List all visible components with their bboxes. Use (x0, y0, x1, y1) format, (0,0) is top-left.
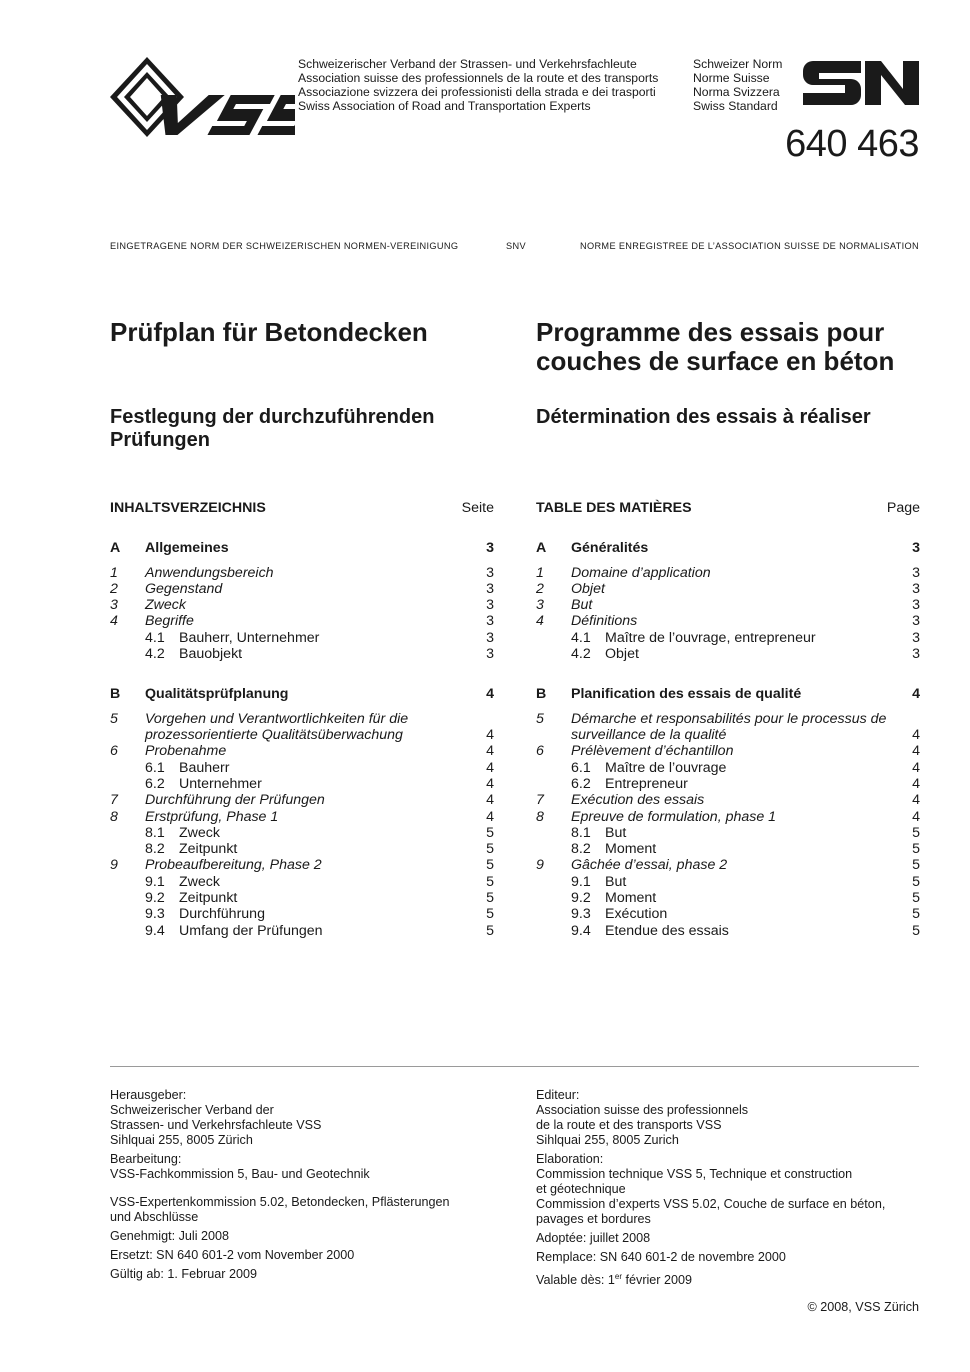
toc-entry-number: 7 (110, 792, 118, 809)
toc-entry (110, 792, 494, 808)
toc-entry-number: 1 (110, 564, 118, 581)
toc-entry-title: Maître de l’ouvrage, entrepreneur (605, 629, 816, 646)
toc-entry-subnumber: 8.1 (571, 824, 591, 841)
toc-entry-number: 7 (536, 792, 544, 809)
toc-page-number: 4 (912, 775, 920, 792)
ordinal-suffix: er (614, 1272, 623, 1281)
toc-entry (110, 565, 494, 581)
toc-page-number: 5 (486, 824, 494, 841)
toc-page-number: 5 (912, 890, 920, 907)
toc-header (536, 500, 920, 516)
toc-entry-title: Prélèvement d’échantillon (571, 743, 734, 760)
norm-type-labels (693, 57, 782, 113)
footer-line: Elaboration: (536, 1152, 604, 1166)
publisher-info-de (110, 1088, 490, 1286)
toc-entry-title: Unternehmer (179, 775, 262, 792)
toc-entry-title: Entrepreneur (605, 775, 688, 792)
toc-page-number: 5 (486, 890, 494, 907)
toc-spacer (110, 662, 494, 686)
copyright: © 2008, VSS Zürich (807, 1300, 919, 1314)
toc-section-title: Planification des essais de qualité (571, 686, 802, 703)
toc-entry-subnumber: 4.2 (571, 645, 591, 662)
toc-entry-title: Probenahme (145, 743, 227, 760)
registry-snv: SNV (506, 241, 526, 251)
toc-page-number: 3 (912, 540, 920, 556)
toc-entry-number: 4 (536, 613, 544, 630)
toc-entry-number (536, 630, 571, 646)
toc-entry-subnumber: 4.1 (145, 629, 165, 646)
toc-entry (536, 743, 920, 759)
footer-line: Remplace: SN 640 601-2 de novembre 2000 (536, 1250, 786, 1264)
footer-block (110, 1229, 490, 1244)
toc-page-number: 4 (486, 727, 494, 744)
toc-entry-title: Démarche et responsabilités pour le processus de surveillance de la qualité (571, 710, 887, 744)
toc-entry-title: Gegenstand (145, 580, 223, 597)
toc-entry-title: Zeitpunkt (179, 890, 238, 907)
footer-line: Ersetzt: SN 640 601-2 vom November 2000 (110, 1248, 355, 1262)
norm-type-it: Norma Svizzera (693, 85, 780, 99)
toc-entry-title: Moment (605, 890, 657, 907)
toc-page-number: 4 (486, 686, 494, 703)
toc-page-number: 5 (486, 873, 494, 890)
footer-divider (110, 1066, 919, 1067)
toc-entry-subnumber: 6.1 (145, 759, 165, 776)
toc-entry (536, 825, 920, 841)
toc-de (110, 500, 494, 939)
toc-entry-title: Etendue des essais (605, 922, 729, 939)
toc-entry (110, 613, 494, 629)
toc-entry (110, 874, 494, 890)
registry-note-de: EINGETRAGENE NORM DER SCHWEIZERISCHEN NORMEN-VEREINIGUNG (110, 241, 459, 251)
publisher-info-fr (536, 1088, 916, 1292)
toc-entry-subnumber: 9.3 (571, 906, 591, 923)
toc-entry (110, 711, 494, 744)
footer-block (110, 1088, 490, 1148)
toc-entry-title: Begriffe (145, 613, 194, 630)
toc-entry-title: Durchführung der Prüfungen (145, 792, 325, 809)
toc-page-number: 4 (486, 775, 494, 792)
toc-entry-title: Objet (571, 580, 605, 597)
toc-heading: TABLE DES MATIÈRES (536, 500, 692, 516)
toc-entry-title: Bauobjekt (179, 645, 243, 662)
toc-entry-subnumber: 8.2 (145, 841, 165, 858)
toc-entry-title: Exécution (605, 906, 668, 923)
toc-body (110, 540, 494, 939)
footer-line: Sihlquai 255, 8005 Zürich (110, 1133, 253, 1147)
toc-entry-number (536, 825, 571, 841)
footer-line: Genehmigt: Juli 2008 (110, 1229, 230, 1243)
toc-entry-number (110, 776, 145, 792)
toc-page-number: 3 (912, 564, 920, 581)
toc-entry-title: But (605, 873, 627, 890)
toc-entry-title: Domaine d’application (571, 564, 711, 581)
toc-entry-subnumber: 6.2 (571, 775, 591, 792)
toc-entry-number: 6 (110, 743, 118, 760)
vss-logo-text: VSS (147, 55, 150, 56)
toc-entry (536, 792, 920, 808)
toc-entry-subnumber: 9.4 (145, 922, 165, 939)
toc-entry-number: 8 (110, 808, 118, 825)
toc-entry-number (110, 841, 145, 857)
toc-entry-number (110, 906, 145, 922)
toc-page-number: 5 (912, 906, 920, 923)
toc-entry-number (110, 825, 145, 841)
toc-entry (536, 874, 920, 890)
toc-section-title: Qualitätsprüfplanung (145, 686, 289, 703)
toc-entry-number (536, 760, 571, 776)
footer-block (110, 1195, 490, 1225)
toc-entry-subnumber: 4.1 (571, 629, 591, 646)
toc-page-number: 4 (912, 792, 920, 809)
toc-body (536, 540, 920, 939)
toc-page-number: 4 (912, 727, 920, 744)
toc-entry-number (110, 760, 145, 776)
toc-entry-subnumber: 9.2 (145, 890, 165, 907)
toc-entry-subnumber: 8.2 (571, 841, 591, 858)
toc-page-number: 5 (912, 857, 920, 874)
toc-entry-title: But (571, 597, 593, 614)
toc-entry (110, 825, 494, 841)
toc-entry-title: Objet (605, 645, 639, 662)
toc-page-number: 3 (912, 629, 920, 646)
toc-entry-title: But (605, 824, 627, 841)
toc-page-number: 5 (912, 922, 920, 939)
toc-entry-title: Umfang der Prüfungen (179, 922, 323, 939)
toc-entry (536, 857, 920, 873)
association-names (298, 57, 658, 113)
toc-section-letter: A (110, 540, 121, 556)
toc-page-number: 5 (486, 857, 494, 874)
toc-entry-subnumber: 6.2 (145, 775, 165, 792)
sn-logo-text: SN (803, 57, 805, 58)
toc-page-number: 3 (486, 564, 494, 581)
footer-line: Association suisse des professionnels (536, 1103, 749, 1117)
toc-page-number: 3 (912, 580, 920, 597)
toc-entry (110, 841, 494, 857)
toc-entry-subnumber: 8.1 (145, 824, 165, 841)
toc-page-number: 3 (912, 645, 920, 662)
toc-entry-number: 3 (110, 597, 118, 614)
toc-entry-number (110, 630, 145, 646)
toc-entry-number (536, 874, 571, 890)
toc-entry (536, 760, 920, 776)
toc-entry (110, 857, 494, 873)
toc-entry-number (110, 890, 145, 906)
toc-entry-number: 5 (536, 710, 544, 727)
toc-entry (536, 581, 920, 597)
toc-entry-title: Vorgehen und Verantwortlichkeiten für die prozessorientierte Qualitätsüberwachung (145, 710, 409, 744)
sn-logo (803, 57, 919, 109)
toc-page-number: 5 (912, 824, 920, 841)
toc-entry-subnumber: 4.2 (145, 645, 165, 662)
toc-entry-number (110, 874, 145, 890)
toc-entry-title: Zweck (179, 873, 220, 890)
toc-page-number: 4 (486, 759, 494, 776)
toc-entry-title: Anwendungsbereich (145, 564, 274, 581)
footer-line: und Abschlüsse (110, 1210, 199, 1224)
toc-page-number: 5 (912, 841, 920, 858)
toc-fr (536, 500, 920, 939)
toc-entry-title: Erstprüfung, Phase 1 (145, 808, 279, 825)
toc-section-letter: B (536, 686, 547, 703)
toc-entry (536, 597, 920, 613)
toc-page-number: 4 (912, 808, 920, 825)
vss-logo (110, 55, 295, 140)
toc-page-number: 5 (912, 873, 920, 890)
toc-entry-number: 9 (110, 857, 118, 874)
toc-entry (536, 776, 920, 792)
footer-line: Sihlquai 255, 8005 Zurich (536, 1133, 679, 1147)
toc-page-number: 3 (912, 613, 920, 630)
toc-entry (536, 565, 920, 581)
association-name-fr: Association suisse des professionnels de la route et des transports (298, 71, 659, 85)
toc-spacer (536, 662, 920, 686)
footer-block (536, 1088, 916, 1148)
toc-entry-title: Moment (605, 841, 657, 858)
page-title-fr: Programme des essais pour couches de surface en béton (536, 317, 895, 376)
toc-page-number: 4 (912, 686, 920, 703)
toc-entry-number: 2 (110, 580, 118, 597)
subtitle-fr: Détermination des essais à réaliser (536, 406, 871, 428)
footer-line: et géotechnique (536, 1182, 626, 1196)
toc-entry-title: Epreuve de formulation, phase 1 (571, 808, 777, 825)
toc-entry-number (536, 923, 571, 939)
toc-entry-title: Probeaufbereitung, Phase 2 (145, 857, 322, 874)
toc-page-number: 5 (486, 906, 494, 923)
toc-entry (110, 923, 494, 939)
toc-page-number: 3 (486, 597, 494, 614)
toc-entry (110, 890, 494, 906)
toc-entry (110, 597, 494, 613)
toc-entry (110, 581, 494, 597)
footer-line: Commission technique VSS 5, Technique et construction (536, 1167, 853, 1181)
toc-section-letter: B (110, 686, 121, 703)
toc-entry-number: 6 (536, 743, 544, 760)
toc-page-label: Seite (461, 500, 494, 516)
toc-page-number: 4 (912, 759, 920, 776)
footer-block (110, 1267, 490, 1282)
toc-entry (536, 890, 920, 906)
toc-entry-number (536, 776, 571, 792)
toc-page-number: 5 (486, 922, 494, 939)
toc-section-title: Généralités (571, 540, 649, 556)
toc-entry-title: Bauherr, Unternehmer (179, 629, 320, 646)
toc-page-number: 4 (486, 792, 494, 809)
footer-line: Bearbeitung: (110, 1152, 182, 1166)
footer-block (110, 1152, 490, 1182)
toc-entry-number: 4 (110, 613, 118, 630)
footer-line: Adoptée: juillet 2008 (536, 1231, 651, 1245)
toc-entry-title: Définitions (571, 613, 638, 630)
toc-page-number: 3 (486, 613, 494, 630)
page-title-de: Prüfplan für Betondecken (110, 317, 428, 347)
toc-page-number: 4 (912, 743, 920, 760)
footer-line: Gültig ab: 1. Februar 2009 (110, 1267, 258, 1281)
toc-entry (110, 906, 494, 922)
subtitle-de: Festlegung der durchzuführenden Prüfungen (110, 406, 435, 451)
toc-entry-number (536, 841, 571, 857)
toc-entry-number: 5 (110, 710, 118, 727)
toc-entry (110, 743, 494, 759)
toc-entry (536, 711, 920, 744)
toc-page-number: 3 (912, 597, 920, 614)
footer-line: Strassen- und Verkehrsfachleute VSS (110, 1118, 322, 1132)
toc-entry (536, 841, 920, 857)
toc-entry (536, 646, 920, 662)
toc-entry-number (536, 646, 571, 662)
toc-page-number: 3 (486, 645, 494, 662)
toc-page-number: 5 (486, 841, 494, 858)
footer-line: Schweizerischer Verband der (110, 1103, 274, 1117)
toc-entry-title: Zweck (145, 597, 186, 614)
toc-entry-number (536, 906, 571, 922)
toc-page-number: 3 (486, 580, 494, 597)
toc-entry (536, 630, 920, 646)
toc-page-label: Page (886, 500, 920, 516)
toc-entry-number (110, 923, 145, 939)
toc-entry-number: 1 (536, 564, 544, 581)
toc-entry (110, 760, 494, 776)
toc-page-number: 4 (486, 808, 494, 825)
footer-line: VSS-Expertenkommission 5.02, Betondecken, Pflästerungen (110, 1195, 450, 1209)
association-name-it: Associazione svizzera dei professionisti della strada e dei trasporti (298, 85, 656, 99)
footer-line: Commission d’experts VSS 5.02, Couche de surface en béton, (536, 1197, 886, 1211)
footer-block (536, 1269, 916, 1288)
toc-entry-subnumber: 9.3 (145, 906, 165, 923)
toc-section-row (110, 686, 494, 702)
association-name-en: Swiss Association of Road and Transportation Experts (298, 99, 591, 113)
toc-entry (536, 906, 920, 922)
toc-header (110, 500, 494, 516)
footer-line: Valable dès: 1er février 2009 (536, 1272, 693, 1288)
toc-section-row (536, 540, 920, 556)
toc-heading: INHALTSVERZEICHNIS (110, 500, 266, 516)
toc-entry-number (110, 646, 145, 662)
toc-entry-number: 9 (536, 857, 544, 874)
toc-entry-subnumber: 9.4 (571, 922, 591, 939)
toc-entry (536, 923, 920, 939)
toc-entry-number: 3 (536, 597, 544, 614)
toc-entry-title: Bauherr (179, 759, 230, 776)
toc-entry-title: Gâchée d’essai, phase 2 (571, 857, 728, 874)
toc-entry (110, 809, 494, 825)
footer-block (110, 1248, 490, 1263)
toc-section-title: Allgemeines (145, 540, 229, 556)
norm-type-de: Schweizer Norm (693, 57, 783, 71)
norm-type-en: Swiss Standard (693, 99, 778, 113)
toc-page-number: 3 (486, 629, 494, 646)
toc-entry (536, 613, 920, 629)
toc-section-row (110, 540, 494, 556)
toc-entry-title: Maître de l’ouvrage (605, 759, 727, 776)
toc-entry-number: 2 (536, 580, 544, 597)
toc-entry (110, 776, 494, 792)
footer-block (536, 1250, 916, 1265)
association-name-de: Schweizerischer Verband der Strassen- und Verkehrsfachleute (298, 57, 637, 71)
footer-line: Herausgeber: (110, 1088, 187, 1102)
toc-page-number: 3 (486, 540, 494, 556)
toc-entry-subnumber: 9.1 (571, 873, 591, 890)
toc-entry (110, 646, 494, 662)
toc-entry (110, 630, 494, 646)
footer-block (536, 1152, 916, 1227)
toc-entry-subnumber: 9.2 (571, 890, 591, 907)
toc-entry-number (536, 890, 571, 906)
toc-page-number: 4 (486, 743, 494, 760)
toc-entry-title: Exécution des essais (571, 792, 705, 809)
footer-line: de la route et des transports VSS (536, 1118, 722, 1132)
toc-section-row (536, 686, 920, 702)
toc-entry-subnumber: 9.1 (145, 873, 165, 890)
toc-entry-title: Zweck (179, 824, 220, 841)
toc-entry-title: Zeitpunkt (179, 841, 238, 858)
registry-note-fr: NORME ENREGISTREE DE L’ASSOCIATION SUISSE DE NORMALISATION (579, 241, 919, 251)
toc-entry-number: 8 (536, 808, 544, 825)
footer-line: VSS-Fachkommission 5, Bau- und Geotechnik (110, 1167, 370, 1181)
footer-line: pavages et bordures (536, 1212, 651, 1226)
toc-entry (536, 809, 920, 825)
footer-block (536, 1231, 916, 1246)
footer-line: Editeur: (536, 1088, 580, 1102)
toc-entry-subnumber: 6.1 (571, 759, 591, 776)
norm-number: 640 463 (785, 123, 919, 165)
toc-section-letter: A (536, 540, 547, 556)
norm-type-fr: Norme Suisse (693, 71, 770, 85)
toc-entry-title: Durchführung (179, 906, 265, 923)
